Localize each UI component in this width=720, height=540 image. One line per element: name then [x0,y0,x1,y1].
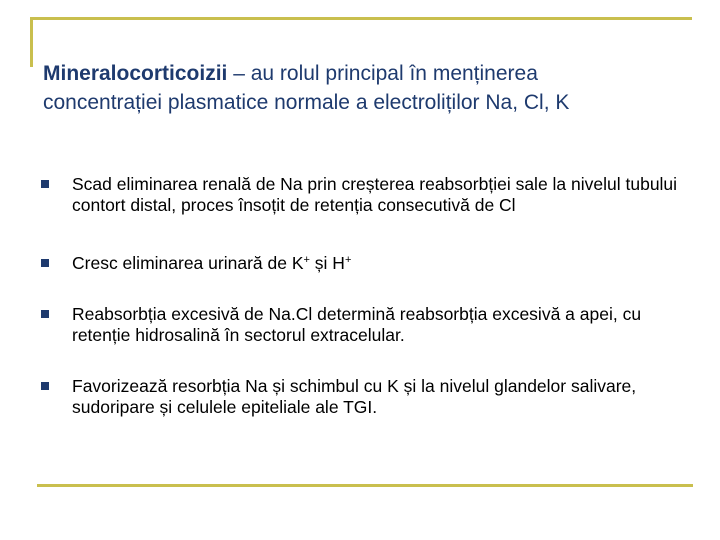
title-bold: Mineralocorticoizii [43,62,228,85]
bottom-rule [37,484,693,487]
frame-top-rule [30,17,692,20]
superscript-plus: + [344,254,352,266]
bullet-list [41,174,681,418]
bullet-text: Scad eliminarea renală de Na prin creșterea reabsorbției sale la nivelul tubului contort distal, proces însoțit de retenția consecutivă de Cl [72,174,678,215]
superscript-plus: + [303,254,310,266]
frame-left-rule [30,17,33,67]
bullet-item [41,174,681,216]
bullet-text: Favorizează resorbția Na și schimbul cu K și la nivelul glandelor salivare, sudoripare și celulele epiteliale ale TGI. [72,376,637,417]
title-line2: concentrației plasmatice normale a electroliților Na, Cl, K [43,91,570,114]
bullet-text-a: Cresc eliminarea urinară de K [72,253,304,273]
square-bullet-icon [41,382,49,390]
bullet-item [41,253,681,274]
bullet-item [41,304,681,346]
square-bullet-icon [41,180,49,188]
square-bullet-icon [41,310,49,318]
square-bullet-icon [41,259,49,267]
bullet-item [41,376,681,418]
bullet-text: Reabsorbția excesivă de Na.Cl determină reabsorbția excesivă a apei, cu retenție hidrosalină în sectorul extracelular. [72,304,642,345]
bullet-text-b: și H [309,253,345,273]
title-rest: – au rolul principal în menținerea [227,62,538,85]
slide-title [43,59,703,117]
